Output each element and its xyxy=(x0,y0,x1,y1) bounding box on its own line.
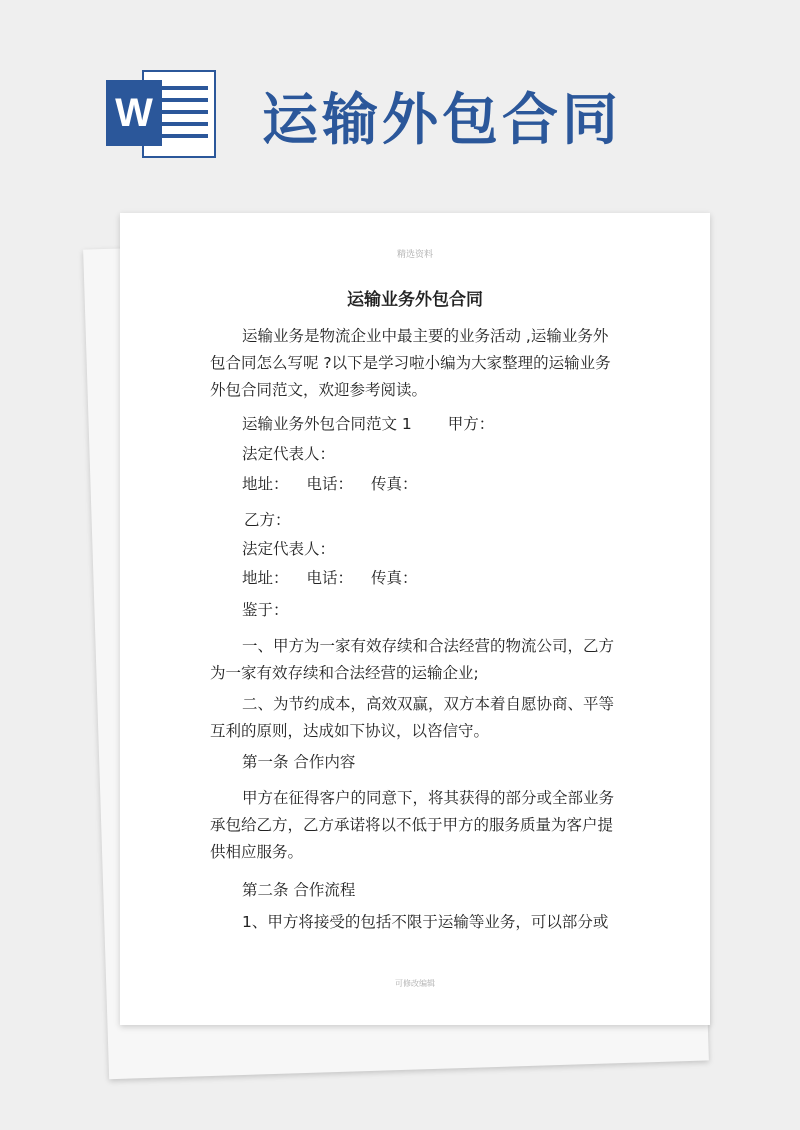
contact-line-b xyxy=(242,565,652,592)
phone-label: 电话： xyxy=(306,475,354,493)
address-label: 地址： xyxy=(242,475,289,493)
article-2-body xyxy=(210,909,620,936)
word-document-icon xyxy=(106,68,218,160)
clause-line: 二、为节约成本，高效双赢，双方本着自愿协商、平等 xyxy=(242,695,615,713)
intro-line: 包合同怎么写呢 ?以下是学习啦小编为大家整理的运输业务 xyxy=(210,354,611,372)
intro-paragraph xyxy=(210,323,620,404)
legal-rep-b: 法定代表人： xyxy=(242,540,336,558)
word-letter-badge: W xyxy=(106,80,162,146)
page-header-note: 精选资料 xyxy=(396,250,433,260)
party-a-label: 甲方： xyxy=(447,415,495,433)
intro-line: 外包合同范文，欢迎参考阅读。 xyxy=(210,381,428,399)
sample-title-line xyxy=(242,411,652,438)
page-title: 运输外包合同 xyxy=(262,88,622,153)
intro-line: 运输业务是物流企业中最主要的业务活动 ,运输业务外 xyxy=(242,327,609,345)
article-line: 承包给乙方，乙方承诺将以不低于甲方的服务质量为客户提 xyxy=(210,816,614,834)
article-1-body xyxy=(210,785,620,866)
fax-label: 传真： xyxy=(371,475,418,493)
party-b-label: 乙方： xyxy=(244,511,291,529)
article-1-title: 第一条 合作内容 xyxy=(242,753,356,771)
clause-2 xyxy=(210,691,620,745)
whereas-label: 鉴于： xyxy=(242,601,289,619)
article-line: 供相应服务。 xyxy=(210,843,304,861)
phone-label: 电话： xyxy=(306,569,354,587)
fax-label: 传真： xyxy=(371,569,418,587)
clause-line: 一、甲方为一家有效存续和合法经营的物流公司，乙方 xyxy=(242,637,615,655)
article-line: 甲方在征得客户的同意下，将其获得的部分或全部业务 xyxy=(242,789,615,807)
page-footer-note: 可修改编辑 xyxy=(395,979,435,988)
sample-title: 运输业务外包合同范文 1 xyxy=(242,415,412,433)
article-line: 1、甲方将接受的包括不限于运输等业务，可以部分或 xyxy=(242,913,609,931)
clause-1 xyxy=(210,633,620,687)
document-page xyxy=(120,213,710,1025)
article-2-title: 第二条 合作流程 xyxy=(242,881,356,899)
legal-rep-a: 法定代表人： xyxy=(242,445,336,463)
header xyxy=(0,0,800,200)
document-title: 运输业务外包合同 xyxy=(347,290,483,310)
clause-line: 为一家有效存续和合法经营的运输企业; xyxy=(210,664,479,682)
contact-line-a xyxy=(242,471,652,498)
clause-line: 互利的原则，达成如下协议，以咨信守。 xyxy=(210,722,490,740)
address-label: 地址： xyxy=(242,569,289,587)
